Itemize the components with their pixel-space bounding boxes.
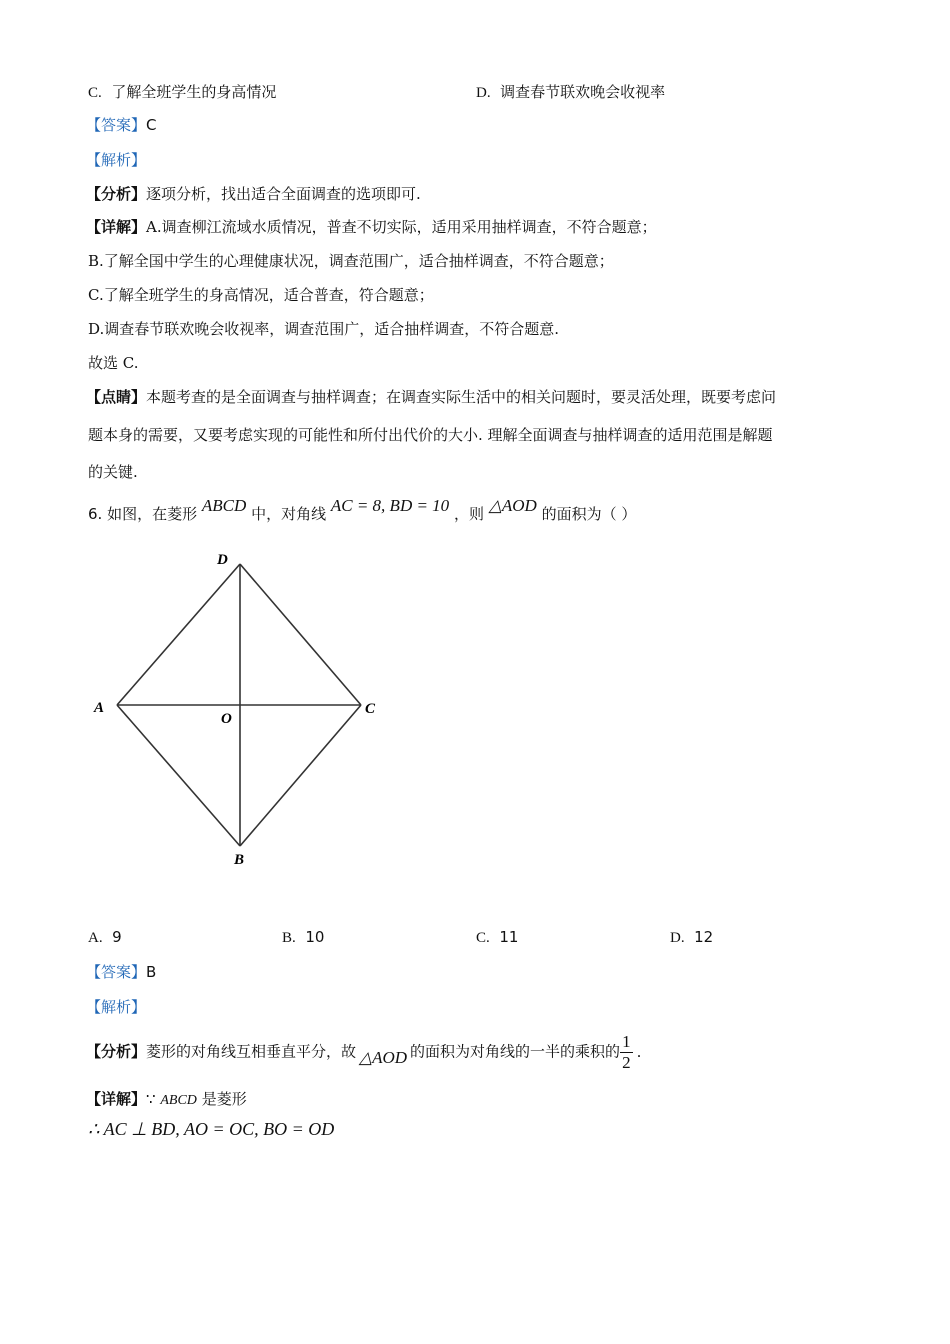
label-c: C (365, 701, 376, 717)
stem-text-3: ，则 (453, 505, 484, 523)
rhombus-figure (80, 540, 400, 880)
q5-line-b: B.了解全国中学生的心理健康状况，调查范围广，适合抽样调查，不符合题意； (88, 252, 614, 270)
option-value: 10 (305, 928, 325, 946)
label-d: D (217, 552, 228, 568)
q5-fenxi-line (86, 183, 421, 204)
fenxi-tag: 【分析】 (86, 185, 147, 203)
fenxi-text-2: 的面积为对角线的一半的乘积的 (410, 1042, 621, 1061)
q5-analysis-tag: 【解析】 (86, 151, 147, 169)
side-cb (240, 705, 361, 846)
fraction-denominator: 2 (622, 1053, 631, 1072)
q5-xiangjie-line (86, 216, 657, 237)
stem-math-rhombus: ABCD (201, 496, 247, 515)
q6-option-d (670, 928, 713, 947)
option-letter: D. (476, 85, 491, 101)
option-letter: A. (88, 930, 103, 946)
q6-option-a (88, 928, 122, 947)
option-value: 9 (112, 928, 122, 946)
stem-text-2: 中，对角线 (251, 505, 327, 523)
q5-option-d (476, 81, 665, 102)
side-dc (240, 564, 361, 705)
q6-answer-line (86, 961, 156, 982)
label-b: B (234, 852, 245, 868)
answer-tag: 【答案】 (86, 116, 147, 134)
option-value: 12 (694, 928, 714, 946)
q6-analysis-tag: 【解析】 (86, 998, 147, 1016)
option-text: 了解全班学生的身高情况 (111, 83, 277, 101)
fraction-one-half (620, 1032, 633, 1073)
fenxi-end: . (636, 1042, 642, 1061)
label-a: A (94, 700, 105, 716)
dianjing-text-1: 本题考查的是全面调查与抽样调查；在调查实际生活中的相关问题时，要灵活处理，既要考虑问 (146, 388, 777, 406)
label-o: O (221, 711, 232, 727)
option-letter: C. (88, 85, 102, 101)
q5-dianjing-line-1 (86, 386, 776, 407)
dianjing-tag: 【点睛】 (86, 388, 147, 406)
q5-answer-line (86, 114, 157, 135)
q6-therefore-line: ∴ AC ⊥ BD, AO = OC, BO = OD (88, 1119, 335, 1139)
q6-stem (88, 496, 637, 528)
xiangjie-tag: 【详解】 (86, 218, 147, 236)
stem-math-diagonals: AC = 8, BD = 10 (330, 496, 450, 515)
fenxi-tag: 【分析】 (86, 1042, 147, 1061)
fenxi-text-1: 菱形的对角线互相垂直平分，故 (146, 1042, 357, 1061)
xiangjie-math-rhombus: ABCD (160, 1093, 197, 1108)
option-letter: C. (476, 930, 490, 946)
option-letter: D. (670, 930, 685, 946)
q5-option-c (88, 81, 276, 102)
q6-xiangjie-line (86, 1088, 247, 1109)
because-symbol: ∵ (146, 1090, 156, 1108)
q5-dianjing-line-3: 的关键. (88, 463, 138, 481)
xiangjie-text: 是菱形 (201, 1090, 247, 1108)
q6-fenxi-line (86, 1032, 641, 1073)
q5-line-c: C.了解全班学生的身高情况，适合普查，符合题意； (88, 286, 434, 304)
q6-option-c (476, 928, 518, 947)
answer-value: C (146, 116, 157, 134)
fenxi-math-triangle: △AOD (359, 1047, 408, 1067)
option-letter: B. (282, 930, 296, 946)
q5-line-d: D.调查春节联欢晚会收视率，调查范围广，适合抽样调查，不符合题意. (88, 320, 560, 338)
q6-option-b (282, 928, 324, 947)
fenxi-text: 逐项分析，找出适合全面调查的选项即可. (146, 185, 421, 203)
side-da (117, 564, 240, 705)
q5-dianjing-line-2: 题本身的需要，又要考虑实现的可能性和所付出代价的大小. 理解全面调查与抽样调查的适用范围是解题 (88, 426, 773, 444)
stem-math-triangle: △AOD (488, 496, 537, 515)
answer-tag: 【答案】 (86, 963, 147, 981)
stem-text-4: 的面积为（ ） (541, 505, 637, 523)
option-text: 调查春节联欢晚会收视率 (500, 83, 666, 101)
q5-conclusion: 故选 C. (88, 354, 139, 372)
option-value: 11 (499, 928, 519, 946)
fraction-numerator: 1 (622, 1032, 631, 1051)
xiangjie-line-a: A.调查柳江流域水质情况，普查不切实际，适用采用抽样调查，不符合题意； (146, 218, 657, 236)
question-number: 6. (88, 505, 103, 523)
xiangjie-tag: 【详解】 (86, 1090, 147, 1108)
answer-value: B (146, 963, 157, 981)
stem-text-1: 如图，在菱形 (107, 505, 198, 523)
